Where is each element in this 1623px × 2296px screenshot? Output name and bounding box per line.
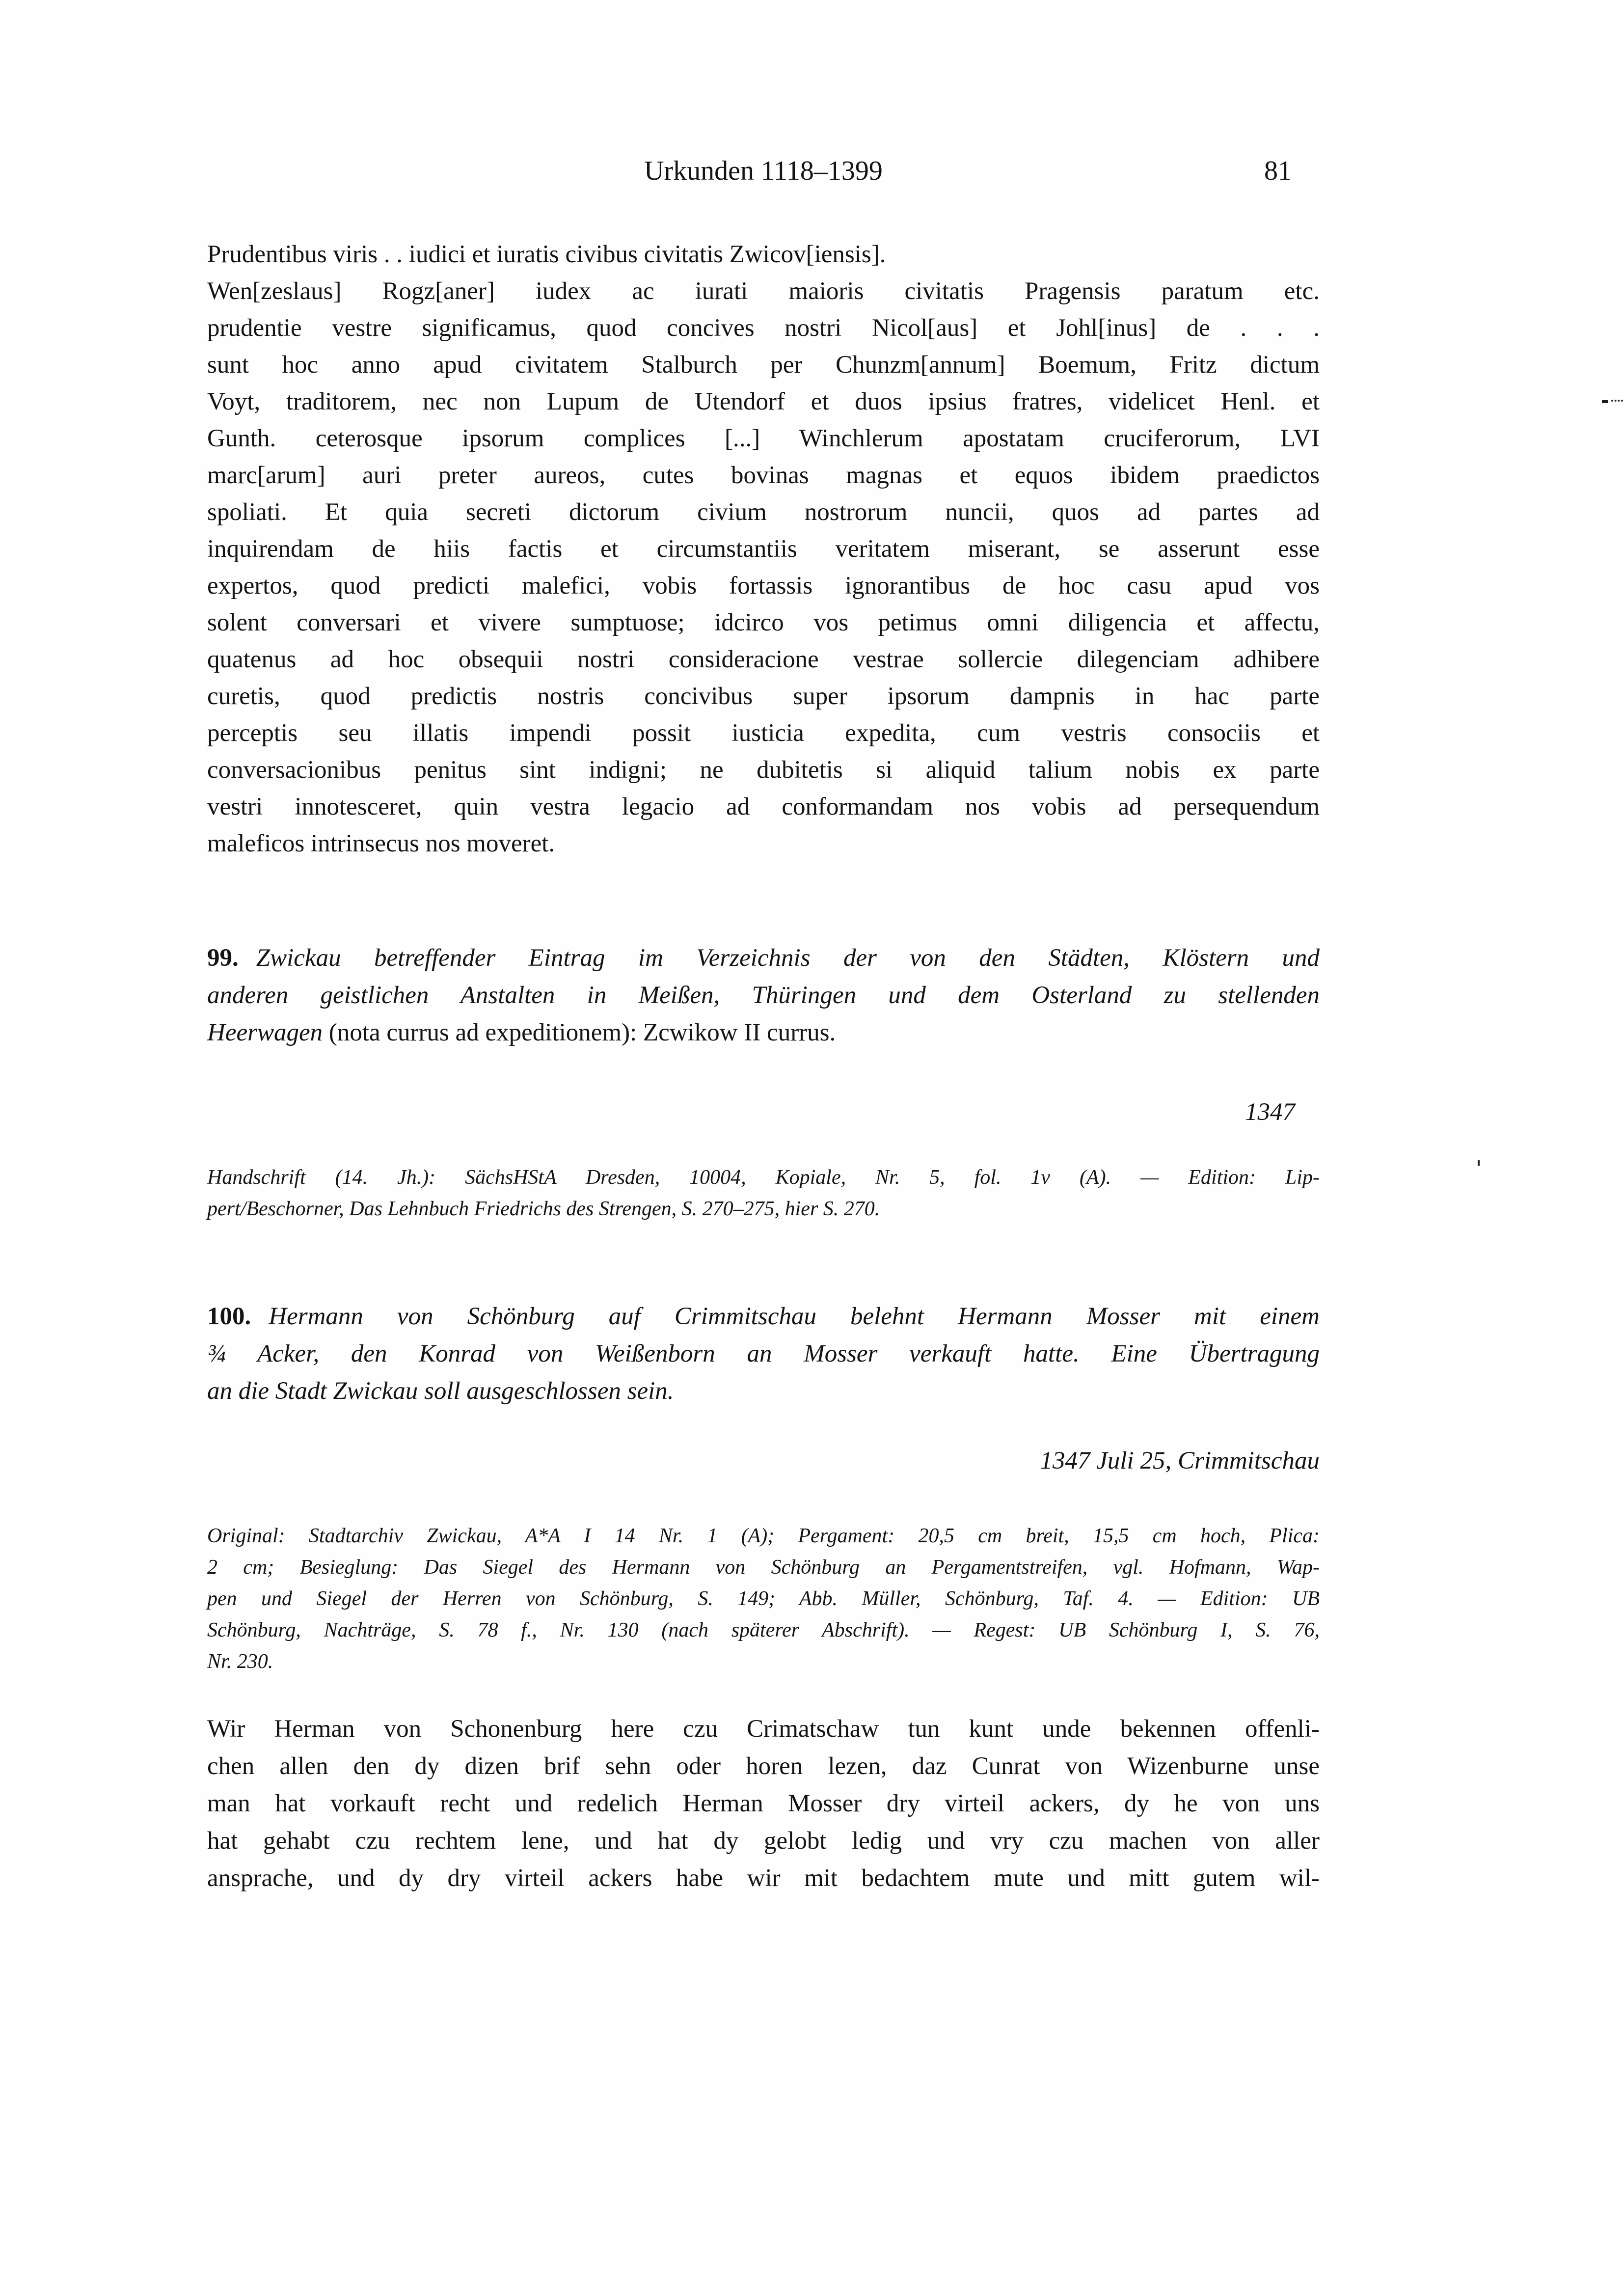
regest-text: Hermann von Schönburg auf Crimmitschau belehnt Hermann Mosser mit einem [269,1303,1320,1330]
text-line [207,939,1320,977]
latin-letter-paragraph [207,236,1320,862]
text-line: maleficos intrinsecus nos moveret. [207,830,555,857]
text-line: expertos, quod predicti malefici, vobis fortassis ignorantibus de hoc casu apud vos [207,572,1320,600]
text-line: conversacionibus penitus sint indigni; ne dubitetis si aliquid talium nobis ex parte [207,756,1320,784]
text-line: pert/Beschorner, Das Lehnbuch Friedrichs des Strengen, S. 270–275, hier S. 270. [207,1198,880,1220]
text-line [207,1298,1320,1335]
text-line: hat gehabt czu rechtem lene, und hat dy gelobt ledig und vry czu machen von aller [207,1827,1320,1855]
original-note [207,1520,1320,1677]
text-line: Handschrift (14. Jh.): SächsHStA Dresden, 10004, Kopiale, Nr. 5, fol. 1v (A). — Edition: Lip- [207,1166,1320,1189]
margin-mark-dots [1611,400,1623,402]
text-line: Wir Herman von Schonenburg here czu Crimatschaw tun kunt unde bekennen offenli- [207,1715,1320,1743]
latin-quote: (nota currus ad expeditionem): Zcwikow II currus. [328,1019,836,1046]
text-line: chen allen den dy dizen brif sehn oder horen lezen, daz Cunrat von Wizenburne unse [207,1752,1320,1780]
text-line: ansprache, und dy dry virteil ackers habe wir mit bedachtem mute und mitt gutem wil- [207,1864,1320,1892]
regest-text: Zwickau betreffender Eintrag im Verzeichnis der von den Städten, Klöstern und [256,944,1320,972]
text-line: Prudentibus viris . . iudici et iuratis civibus civitatis Zwicov[iensis]. [207,241,886,268]
text-line: perceptis seu illatis impendi possit iusticia expedita, cum vestris consociis et [207,719,1320,747]
entry-99-regest [207,939,1320,1051]
text-line [207,1014,1320,1051]
running-head [207,155,1320,187]
text-line: prudentie vestre significamus, quod concives nostri Nicol[aus] et Johl[inus] de . . . [207,314,1320,342]
text-line: anderen geistlichen Anstalten in Meißen, Thüringen und dem Osterland zu stellenden [207,982,1320,1009]
page-number: 81 [1264,156,1292,186]
text-line: solent conversari et vivere sumptuose; idcirco vos petimus omni diligencia et affectu, [207,609,1320,636]
text-line: man hat vorkauft recht und redelich Herman Mosser dry virteil ackers, dy he von uns [207,1790,1320,1817]
text-line: curetis, quod predictis nostris concivibus super ipsorum dampnis in hac parte [207,683,1320,710]
handschrift-note [207,1162,1320,1225]
german-charter-paragraph [207,1710,1320,1897]
text-line: spoliati. Et quia secreti dictorum civium nostrorum nuncii, quos ad partes ad [207,498,1320,526]
regest-text: Heerwagen [207,1019,329,1046]
text-line: marc[arum] auri preter aureos, cutes bovinas magnas et equos ibidem praedictos [207,462,1320,489]
text-line: Wen[zeslaus] Rogz[aner] iudex ac iurati maioris civitatis Pragensis paratum etc. [207,277,1320,305]
text-column [207,0,1320,2296]
text-line: Nr. 230. [207,1650,273,1673]
text-line: Gunth. ceterosque ipsorum complices [...] Winchlerum apostatam cruciferorum, LVI [207,425,1320,452]
entry-number: 100. [207,1303,251,1330]
text-line: sunt hoc anno apud civitatem Stalburch per Chunzm[annum] Boemum, Fritz dictum [207,351,1320,379]
entry-100-regest [207,1298,1320,1410]
text-line: an die Stadt Zwickau soll ausgeschlossen sein. [207,1377,674,1405]
margin-mark-dash [1602,400,1608,403]
margin-mark-speck [1478,1160,1480,1166]
text-line: vestri innotesceret, quin vestra legacio ad conformandam nos vobis ad persequendum [207,793,1320,820]
entry-99-date: 1347 [1245,1098,1295,1126]
entry-number: 99. [207,944,239,972]
entry-100-date: 1347 Juli 25, Crimmitschau [1040,1447,1320,1475]
text-line: inquirendam de hiis factis et circumstantiis veritatem miserant, se asserunt esse [207,535,1320,563]
text-line: Original: Stadtarchiv Zwickau, A*A I 14 Nr. 1 (A); Pergament: 20,5 cm breit, 15,5 cm hoch, Plica: [207,1525,1320,1547]
text-line: Voyt, traditorem, nec non Lupum de Utendorf et duos ipsius fratres, videlicet Henl. et [207,388,1320,415]
text-line: ¾ Acker, den Konrad von Weißenborn an Mosser verkauft hatte. Eine Übertragung [207,1340,1320,1367]
text-line: pen und Siegel der Herren von Schönburg, S. 149; Abb. Müller, Schönburg, Taf. 4. — Edition: UB [207,1587,1320,1610]
text-line: quatenus ad hoc obsequii nostri consideracione vestrae sollercie dilegenciam adhibere [207,646,1320,673]
chapter-title: Urkunden 1118–1399 [644,156,883,186]
text-line: 2 cm; Besieglung: Das Siegel des Hermann von Schönburg an Pergamentstreifen, vgl. Hofmann, Wap- [207,1556,1320,1579]
text-line: Schönburg, Nachträge, S. 78 f., Nr. 130 (nach späterer Abschrift). — Regest: UB Schönburg I, S. 76, [207,1619,1320,1641]
